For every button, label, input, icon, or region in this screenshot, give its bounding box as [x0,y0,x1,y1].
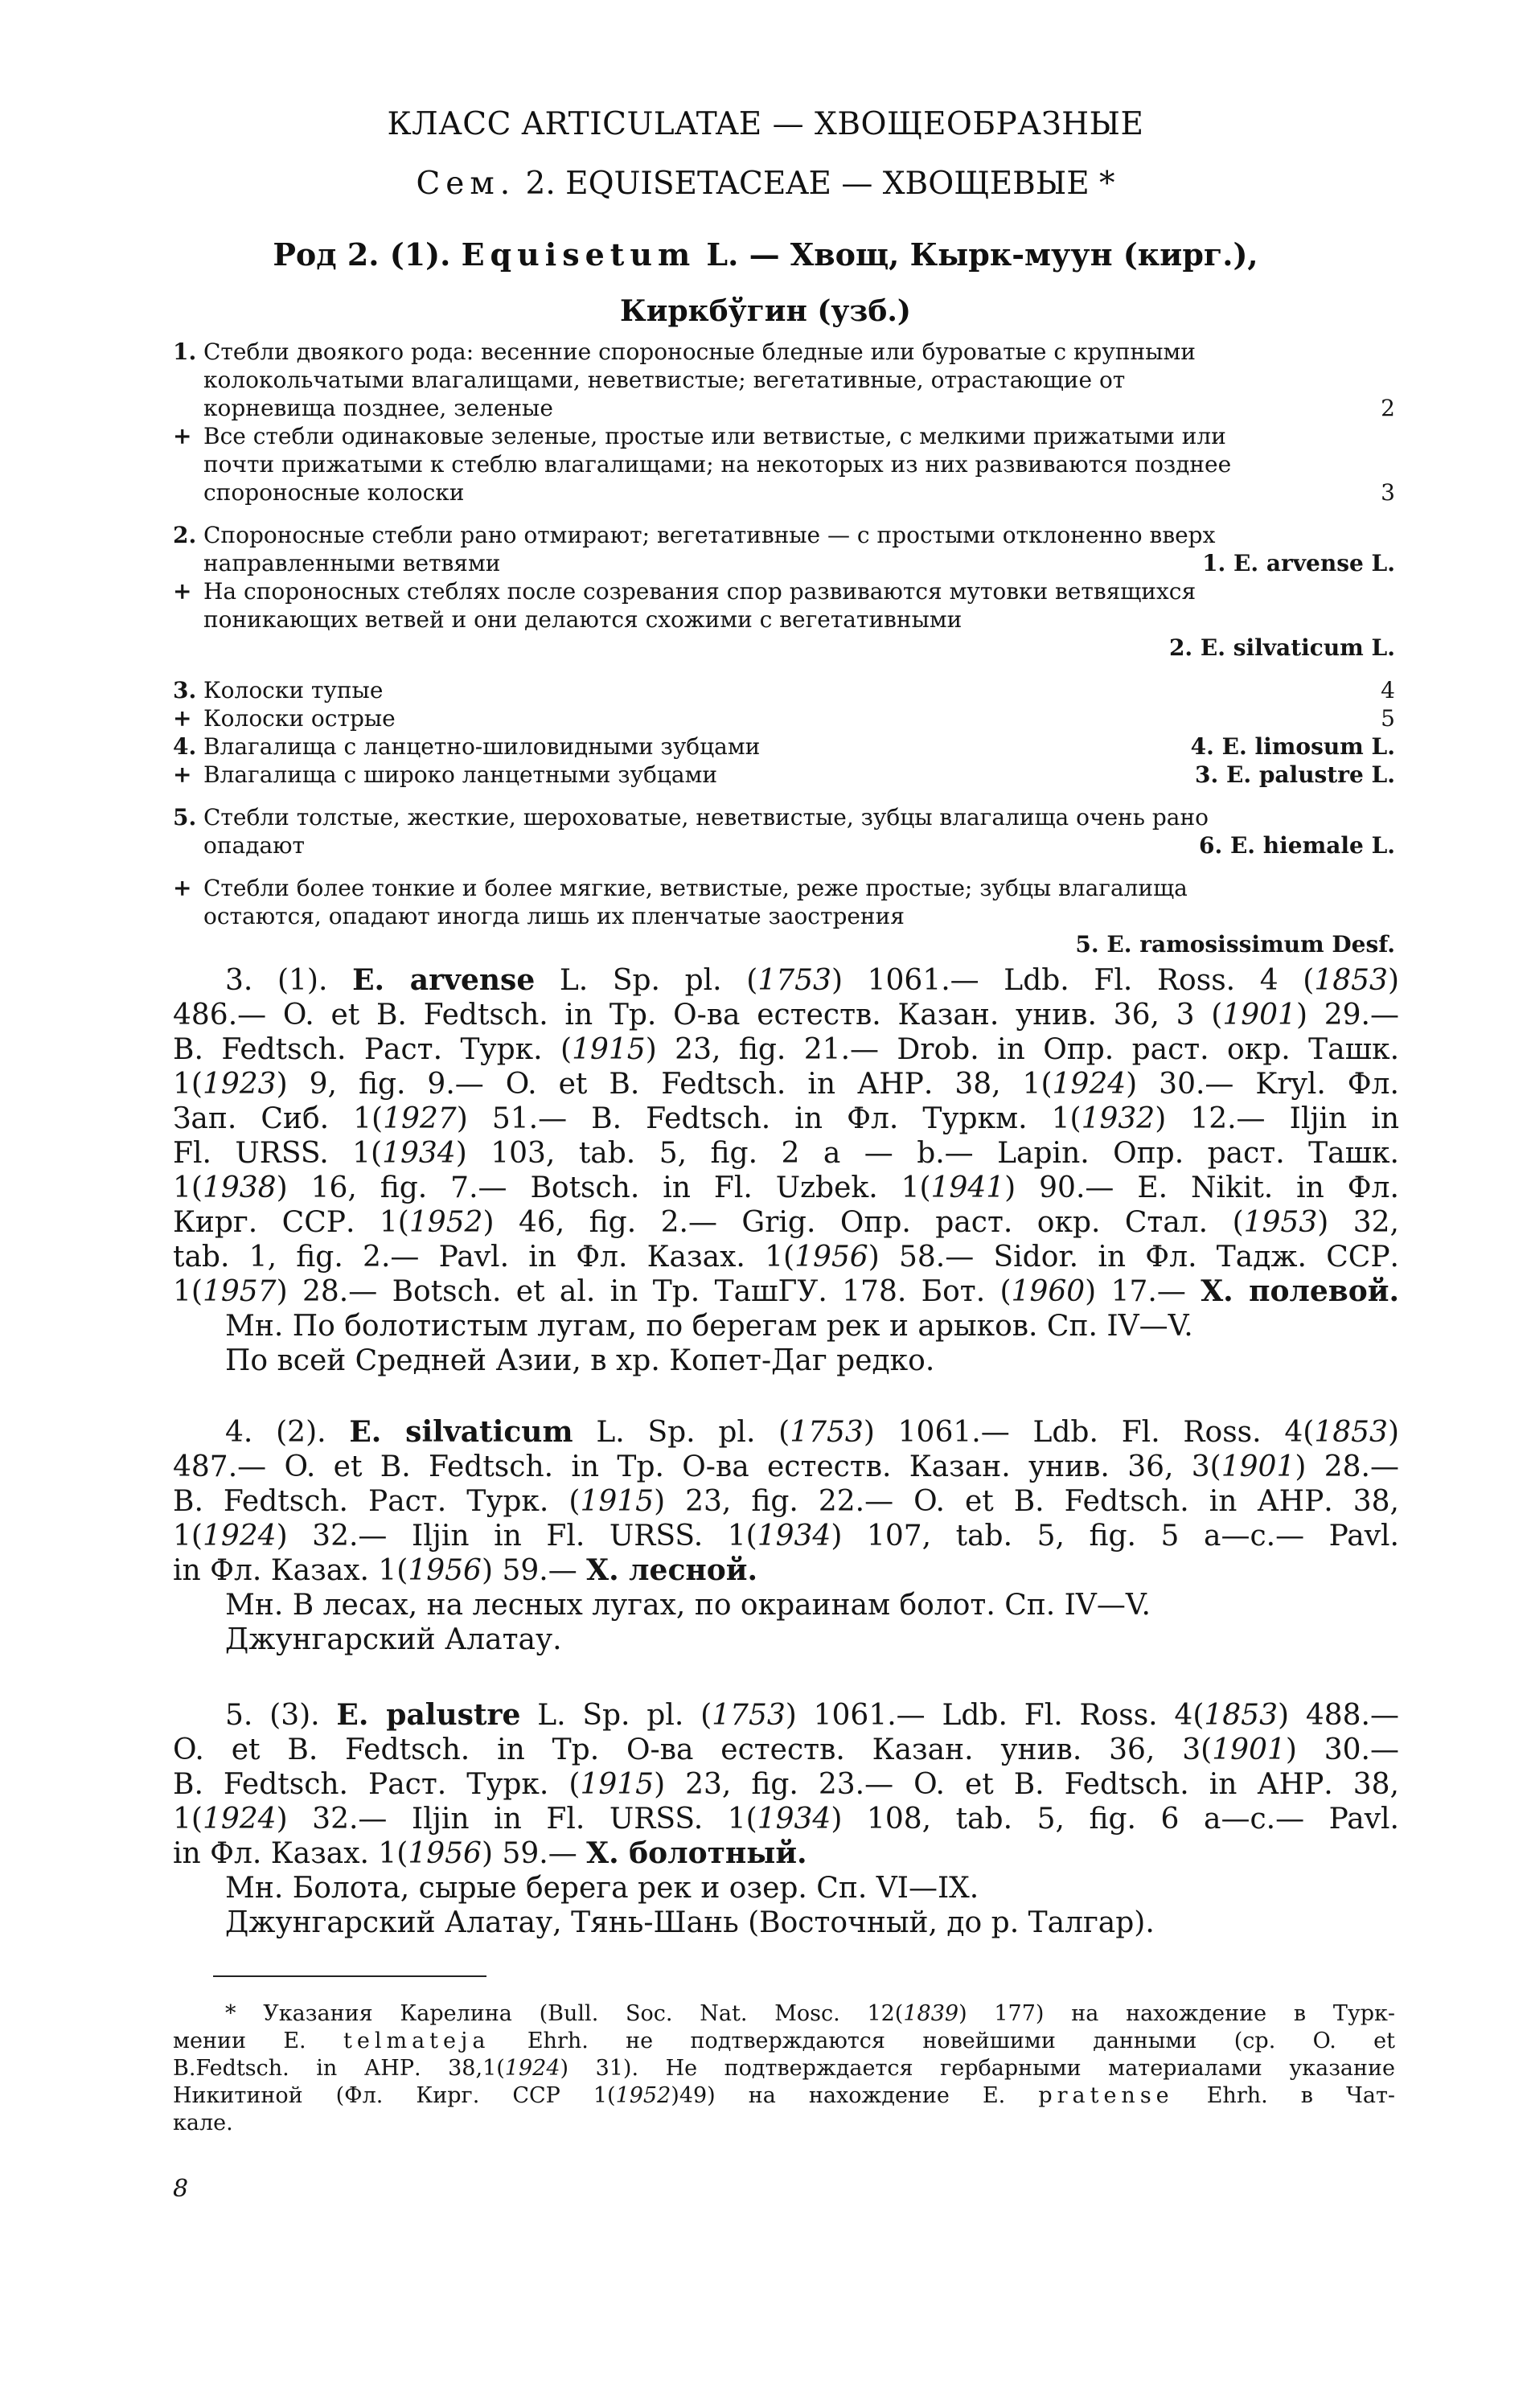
key-text: поникающих ветвей и они делаются схожими с вегетативными [203,606,963,633]
key-text: корневища позднее, зеленые [203,395,553,421]
footnote-line: * Указания Карелина (Bull. Soc. Nat. Mosc. 12(1839) 177) на нахождение в Турк- [225,2001,1395,2026]
key-line [173,366,1395,394]
key-number: + [173,423,192,449]
key-number: 4. [173,733,197,760]
text-line: 5. (3). E. palustre L. Sp. pl. (1753) 1061.— Ldb. Fl. Ross. 4(1853) 488.— [225,1698,1399,1732]
text-line: Fl. URSS. 1(1934) 103, tab. 5, fig. 2 a — b.— Lapin. Опр. раст. Ташк. [173,1137,1399,1170]
common-name: Х. лесной. [586,1553,757,1587]
key-text: Все стебли одинаковые зеленые, простые или ветвистые, с мелкими прижатыми или [203,423,1226,449]
text-line: По всей Средней Азии, в хр. Копет-Даг редко. [225,1344,935,1377]
genus-title [0,236,1531,273]
key-text: остаются, опадают иногда лишь их пленчатые заострения [203,903,905,929]
key-ref: 4 [1381,677,1395,704]
genus-name: Equisetum [461,236,696,273]
text-line: Зап. Сиб. 1(1927) 51.— B. Fedtsch. in Фл. Туркм. 1(1932) 12.— Iljin in [173,1102,1400,1135]
key-line [173,704,1395,732]
key-text: направленными ветвями [203,550,501,576]
text-line: 1(1938) 16, fig. 7.— Botsch. in Fl. Uzbek. 1(1941) 90.— E. Nikit. in Фл. [173,1171,1399,1204]
key-line [173,930,1395,958]
key-text: На спороносных стеблях после созревания спор развиваются мутовки ветвящихся [203,578,1196,605]
species-arvense [173,963,1399,1378]
text-line: 1(1923) 9, fig. 9.— O. et B. Fedtsch. in АНР. 38, 1(1924) 30.— Kryl. Фл. [173,1068,1399,1101]
key-line [173,478,1395,507]
key-line [173,902,1395,930]
text-line: 486.— O. et B. Fedtsch. in Тр. О-ва естеств. Казан. унив. 36, 3 (1901) 29.— [173,999,1399,1032]
identification-key [173,338,1395,958]
key-line [173,450,1395,478]
key-ref: 2. E. silvaticum L. [1168,634,1395,661]
key-line [173,577,1395,605]
species-palustre [173,1698,1399,1940]
key-text: Стебли толстые, жесткие, шероховатые, неветвистые, зубцы влагалища очень рано [203,804,1209,831]
key-text: Стебли более тонкие и более мягкие, ветвистые, реже простые; зубцы влагалища [203,875,1188,901]
key-text: почти прижатыми к стеблю влагалищами; на некоторых из них развиваются позднее [203,451,1232,478]
key-line [173,676,1395,704]
key-line [173,732,1395,761]
text-line: O. et B. Fedtsch. in Тр. О-ва естеств. Казан. унив. 36, 3(1901) 30.— [173,1733,1399,1766]
key-ref: 5. E. ramosissimum Desf. [1075,931,1395,958]
text-line: B. Fedtsch. Раст. Турк. (1915) 23, fig. 23.— O. et B. Fedtsch. in АНР. 38, [173,1768,1399,1801]
footnote-line: кале. [173,2111,233,2135]
text-line: 1(1924) 32.— Iljin in Fl. URSS. 1(1934) 108, tab. 5, fig. 6 a—c.— Pavl. [173,1803,1400,1836]
text-line: 3. (1). E. arvense L. Sp. pl. (1753) 1061.— Ldb. Fl. Ross. 4 (1853) [225,963,1399,997]
key-text: опадают [203,832,306,859]
species-name: E. arvense [352,963,536,997]
text-line: 487.— O. et B. Fedtsch. in Тр. О-ва естеств. Казан. унив. 36, 3(1901) 28.— [173,1450,1399,1483]
text-line: Кирг. ССР. 1(1952) 46, fig. 2.— Grig. Опр. раст. окр. Стал. (1953) 32, [173,1206,1400,1239]
common-name: Х. полевой. [1201,1274,1399,1308]
key-line [173,394,1395,422]
genus-rest: L. — Хвощ, Кырк-муун (кирг.), [706,236,1258,273]
key-text: спороносные колоски [203,479,465,506]
species-name: E. silvaticum [349,1415,573,1449]
key-line [173,521,1395,549]
key-line [173,422,1395,450]
family-prefix: Сем. [416,166,516,202]
key-number: + [173,578,192,605]
footnote-divider [213,1975,486,1977]
key-number: 5. [173,804,197,831]
key-line [173,549,1395,577]
text-line: Джунгарский Алатау. [225,1623,562,1656]
text-line: Мн. В лесах, на лесных лугах, по окраинам болот. Сп. IV—V. [225,1589,1151,1622]
family-title [0,166,1531,202]
species-name: E. palustre [336,1698,521,1732]
key-text: Влагалища с ланцетно-шиловидными зубцами [203,733,761,760]
key-line [173,634,1395,662]
text-line: B. Fedtsch. Раст. Турк. (1915) 23, fig. 21.— Drob. in Опр. раст. окр. Ташк. [173,1033,1400,1066]
footnote-line: Никитиной (Фл. Кирг. ССР 1(1952)49) на нахождение E. pratense Ehrh. в Чат- [173,2083,1396,2108]
family-name: 2. EQUISETACEAE — ХВОЩЕВЫЕ * [525,166,1115,202]
text-line: Джунгарский Алатау, Тянь-Шань (Восточный, до р. Талгар). [225,1906,1155,1939]
key-ref: 2 [1381,395,1395,421]
text-line: Мн. По болотистым лугам, по берегам рек и арыков. Сп. IV—V. [225,1310,1193,1343]
key-text: Спороносные стебли рано отмирают; вегетативные — с простыми отклоненно вверх [203,522,1216,548]
text-line: in Фл. Казах. 1(1956) 59.— Х. болотный. [173,1836,807,1870]
genus-prefix: Род 2. (1). [273,236,451,273]
text-line: 1(1957) 28.— Botsch. et al. in Тр. ТашГУ. 178. Бот. (1960) 17.— Х. полевой. [173,1274,1399,1308]
footnote-line: мении E. telmateja Ehrh. не подтверждаются новейшими данными (ср. O. et [173,2029,1395,2053]
species-silvaticum [173,1415,1399,1657]
key-line [173,761,1395,789]
key-ref: 6. E. hiemale L. [1198,832,1395,859]
footnote [173,2000,1395,2137]
key-ref: 5 [1381,705,1395,732]
key-number: + [173,761,192,788]
text-line: 1(1924) 32.— Iljin in Fl. URSS. 1(1934) 107, tab. 5, fig. 5 a—c.— Pavl. [173,1520,1400,1553]
text-line: Мн. Болота, сырые берега рек и озер. Сп. VI—IX. [225,1872,979,1905]
common-name: Х. болотный. [586,1836,807,1870]
text-line: tab. 1, fig. 2.— Pavl. in Фл. Казах. 1(1956) 58.— Sidor. in Фл. Тадж. ССР. [173,1241,1399,1274]
class-title: КЛАСС ARTICULATAE — ХВОЩЕОБРАЗНЫЕ [387,106,1144,142]
key-number: 3. [173,677,197,704]
page-number: 8 [173,2175,189,2203]
key-number: + [173,875,192,901]
key-ref: 3 [1381,479,1395,506]
key-number: 2. [173,522,197,548]
key-line [173,605,1395,634]
key-ref: 1. E. arvense L. [1202,550,1395,576]
key-number: 1. [173,338,197,365]
key-ref: 4. E. limosum L. [1190,733,1395,760]
key-line [173,874,1395,902]
key-line [173,803,1395,831]
text-line: 4. (2). E. silvaticum L. Sp. pl. (1753) 1061.— Ldb. Fl. Ross. 4(1853) [225,1415,1399,1449]
key-text: Колоски острые [203,705,396,732]
key-text: Колоски тупые [203,677,384,704]
key-number: + [173,705,192,732]
key-text: колокольчатыми влагалищами, неветвистые; вегетативные, отрастающие от [203,367,1126,393]
key-line [173,831,1395,859]
text-line: B. Fedtsch. Раст. Турк. (1915) 23, fig. 22.— O. et B. Fedtsch. in АНР. 38, [173,1485,1399,1518]
genus-title-line2: Киркбўгин (узб.) [620,294,911,328]
key-line [173,338,1395,366]
key-text: Влагалища с широко ланцетными зубцами [203,761,718,788]
text-line: in Фл. Казах. 1(1956) 59.— Х. лесной. [173,1553,757,1587]
key-text: Стебли двоякого рода: весенние спороносные бледные или буроватые с крупными [203,338,1196,365]
footnote-line: B.Fedtsch. in АНР. 38,1(1924) 31). Не подтверждается гербарными материалами указание [173,2056,1395,2081]
key-ref: 3. E. palustre L. [1195,761,1395,788]
